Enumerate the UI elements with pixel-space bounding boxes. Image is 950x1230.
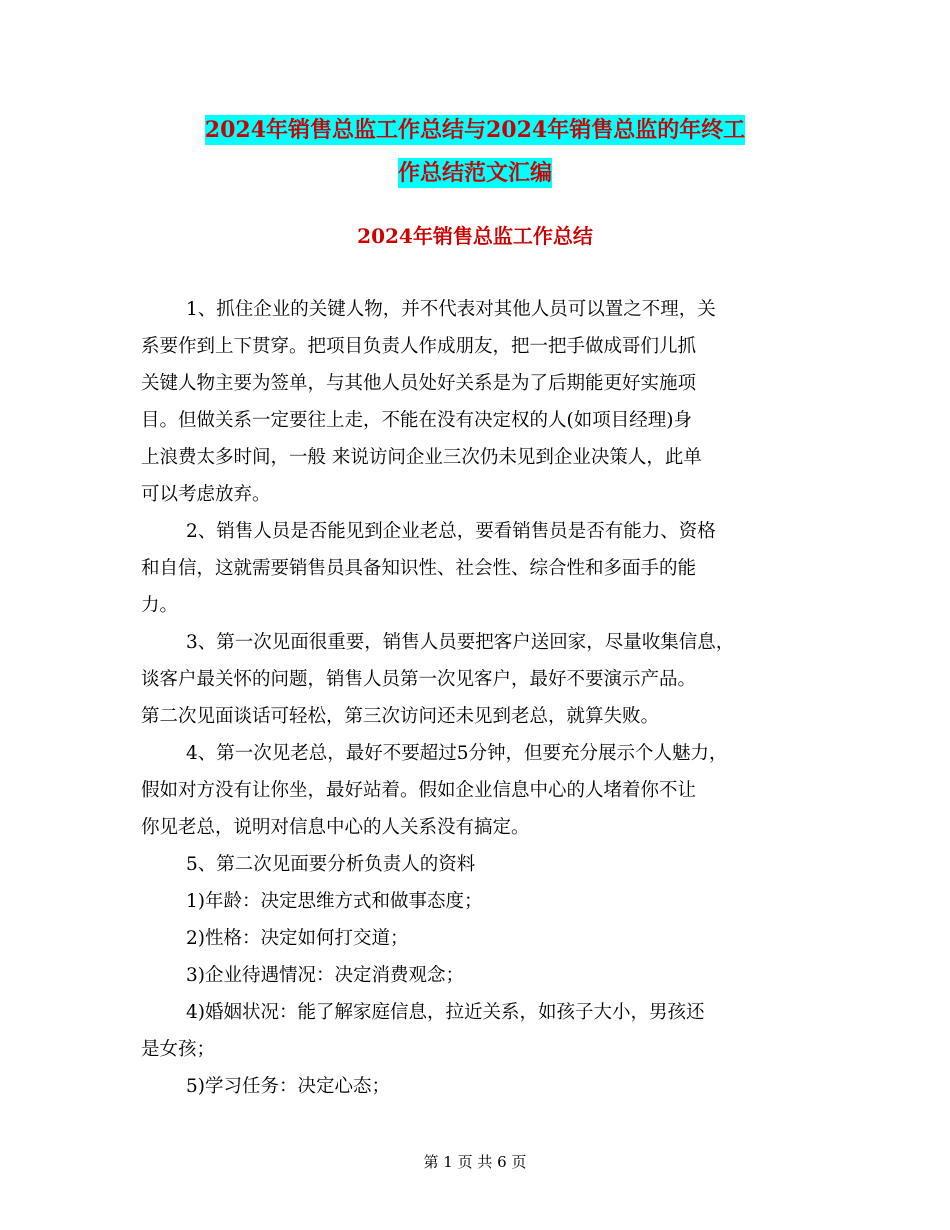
list-item: 4)婚姻状况：能了解家庭信息，拉近关系，如孩子大小，男孩还 — [186, 1002, 705, 1023]
list-item-continuation: 是女孩； — [141, 1039, 216, 1060]
paragraph-line: 假如对方没有让你坐，最好站着。假如企业信息中心的人堵着你不让 — [141, 780, 697, 801]
paragraph-line: 第二次见面谈话可轻松，第三次访问还未见到老总，就算失败。 — [141, 706, 660, 727]
paragraph-line: 关键人物主要为签单，与其他人员处好关系是为了后期能更好实施项 — [141, 373, 697, 394]
paragraph-line: 谈客户最关怀的问题，销售人员第一次见客户，最好不要演示产品。 — [141, 669, 697, 690]
paragraph-line: 上浪费太多时间，一般 来说访问企业三次仍未见到企业决策人，此单 — [141, 447, 702, 468]
section-heading: 2024年销售总监工作总结 — [357, 224, 593, 248]
document-title-line-1: 2024年销售总监工作总结与2024年销售总监的年终工 — [204, 117, 746, 143]
list-item: 5)学习任务：决定心态； — [186, 1076, 390, 1097]
paragraph-line: 系要作到上下贯穿。把项目负责人作成朋友，把一把手做成哥们儿抓 — [141, 336, 697, 357]
list-item: 1)年龄：决定思维方式和做事态度； — [186, 891, 483, 912]
paragraph-line: 你见老总，说明对信息中心的人关系没有搞定。 — [141, 817, 530, 838]
paragraph-line: 5、第二次见面要分析负责人的资料 — [186, 854, 476, 875]
paragraph-line: 力。 — [141, 595, 179, 616]
paragraph-line: 1、抓住企业的关键人物，并不代表对其他人员可以置之不理，关 — [186, 299, 716, 320]
page-footer: 第 1 页 共 6 页 — [423, 1153, 527, 1171]
list-item: 2)性格：决定如何打交道； — [186, 928, 409, 949]
list-item: 3)企业待遇情况：决定消费观念； — [186, 965, 464, 986]
document-title-line-2: 作总结范文汇编 — [397, 160, 552, 186]
paragraph-line: 可以考虑放弃。 — [141, 484, 271, 505]
paragraph-line: 3、第一次见面很重要，销售人员要把客户送回家，尽量收集信息， — [186, 632, 735, 653]
paragraph-line: 和自信，这就需要销售员具备知识性、社会性、综合性和多面手的能 — [141, 558, 697, 579]
paragraph-line: 2、销售人员是否能见到企业老总，要看销售员是否有能力、资格 — [186, 521, 716, 542]
paragraph-line: 4、第一次见老总，最好不要超过5分钟，但要充分展示个人魅力， — [186, 743, 728, 764]
paragraph-line: 目。但做关系一定要往上走，不能在没有决定权的人(如项目经理)身 — [141, 410, 692, 431]
